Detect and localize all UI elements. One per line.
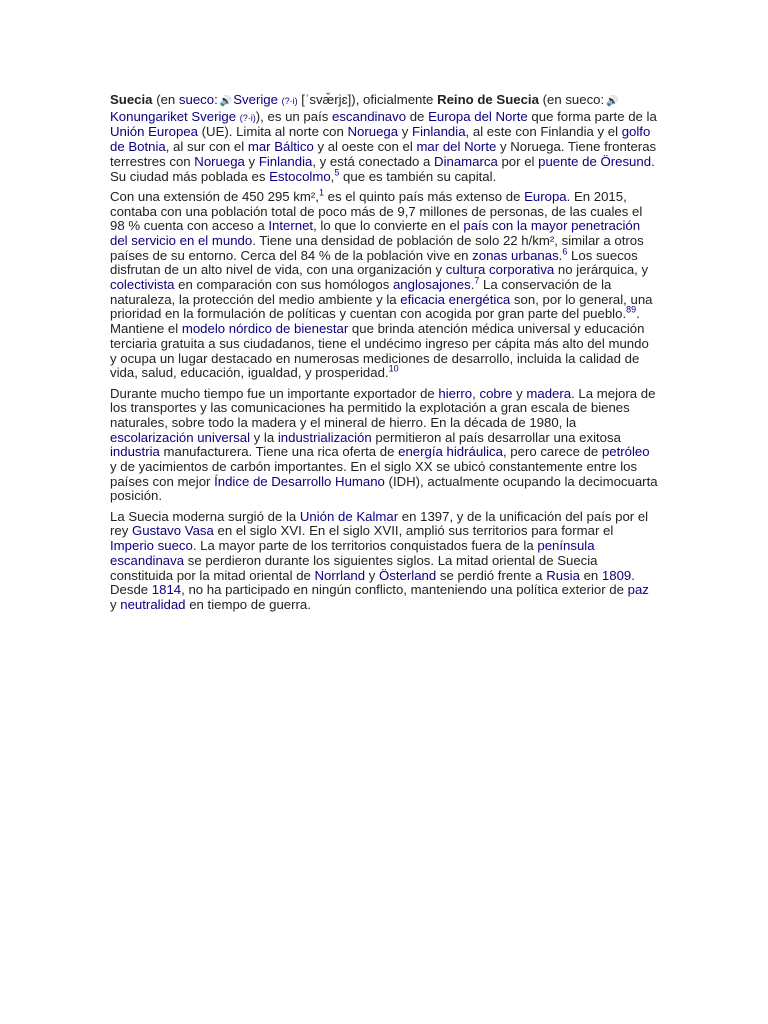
text-run: , lo que lo convierte en el <box>313 218 464 234</box>
text-run: . Su ciudad más poblada es <box>110 153 655 184</box>
text-run: (IDH), actualmente ocupando la decimocuarta posición. <box>110 473 658 504</box>
text-run: La conservación de la naturaleza, la protección del medio ambiente y la <box>110 277 612 307</box>
text-run: , al este con Finlandia y el <box>465 124 622 140</box>
wiki-link[interactable]: Rusia <box>546 567 580 583</box>
text-run: , <box>330 168 335 184</box>
text-run: que forma parte de la <box>527 108 657 124</box>
text-run: : <box>214 92 218 107</box>
wiki-link[interactable]: Internet <box>268 218 314 234</box>
text-run: , no ha participado en ningún conflicto, manteniendo una política exterior de <box>181 582 628 598</box>
wiki-link[interactable]: paz <box>627 582 649 598</box>
text-run: es el quinto país más extenso de <box>323 188 525 204</box>
wiki-link[interactable]: escolarización universal <box>110 429 251 445</box>
text-run: y de yacimientos de carbón importantes. En el siglo XX se ubicó constantemente entre los países con mejor <box>110 459 638 489</box>
text-run: y <box>398 124 413 140</box>
text-run: y <box>110 596 121 612</box>
wiki-link[interactable]: Dinamarca <box>434 153 498 169</box>
text-run: . Tiene una densidad de población de solo 22 h/km², similar a otros países de su entorno. Cerca del 84 % de la población vive en <box>110 232 644 263</box>
wiki-link[interactable]: Sverige <box>233 92 278 107</box>
text-run: se perdieron durante los siguientes siglos. La mitad oriental de Suecia constituida por la mitad oriental de <box>110 552 598 583</box>
wiki-link[interactable]: industrialización <box>277 429 372 445</box>
speaker-icon[interactable]: 🔊 <box>606 96 619 107</box>
text-run: . En 2015, contaba con una población total de poco más de 9,7 millones de personas, de las cuales el 98 % cuenta con acceso a <box>110 188 643 234</box>
wiki-link[interactable]: Konungariket Sverige <box>110 108 237 124</box>
paragraph-intro <box>110 93 658 184</box>
wiki-link[interactable]: anglosajones <box>392 277 471 293</box>
speaker-icon[interactable]: 🔊 <box>219 96 233 107</box>
text-run: en tiempo de guerra. <box>185 596 311 612</box>
text-run: y Noruega. Tiene fronteras terrestres con <box>110 139 657 169</box>
text-run: en comparación con sus homólogos <box>174 277 393 293</box>
text-run: que es también su capital. <box>339 168 497 184</box>
text-run: (en <box>152 92 179 107</box>
text-run: Con una extensión de 450 295 km², <box>110 188 319 204</box>
wiki-link[interactable]: energía hidráulica <box>398 444 503 460</box>
wiki-link[interactable]: petróleo <box>601 444 650 460</box>
text-run: y <box>512 385 527 401</box>
text-run: La Suecia moderna surgió de la <box>110 508 300 524</box>
text-run: ), es un país <box>255 108 332 124</box>
text-run: . <box>470 277 475 293</box>
wiki-link[interactable]: cobre <box>479 385 513 401</box>
text-run: (en sueco: <box>538 92 605 107</box>
bold-term: Suecia <box>110 92 153 107</box>
text-run: en el siglo XVI. En el siglo XVII, amplió sus territorios para formar el <box>213 523 614 539</box>
wiki-link[interactable]: escandinavo <box>332 108 407 124</box>
wiki-link[interactable]: Unión Europea <box>110 124 198 140</box>
wiki-link[interactable]: colectivista <box>110 277 175 293</box>
text-run: . La mayor parte de los territorios conquistados fuera de la <box>192 538 538 554</box>
wiki-link[interactable]: país con la mayor penetración del servicio en el mundo <box>110 218 641 248</box>
paragraph-geography <box>110 187 658 381</box>
wiki-link[interactable]: 1809 <box>601 567 632 583</box>
footnote-ref[interactable]: 5 <box>334 167 340 178</box>
wiki-link[interactable]: madera <box>526 385 572 401</box>
footnote-ref[interactable]: 89 <box>626 305 637 316</box>
text-run: no jerárquica, y <box>554 262 649 278</box>
text-run: , y está conectado a <box>312 153 435 169</box>
wiki-link[interactable]: Österland <box>379 567 437 583</box>
paragraph-history <box>110 510 658 613</box>
text-run: y la <box>250 429 278 445</box>
wiki-link[interactable]: Noruega <box>194 153 245 169</box>
wiki-link[interactable]: Norrland <box>314 567 366 583</box>
text-run: en 1397, y de la unificación del país por el rey <box>110 508 649 539</box>
text-run: [ˈsvæ̌rjɛ]), oficialmente <box>297 92 438 107</box>
text-run: permitieron al país desarrollar una exitosa <box>371 429 621 445</box>
wiki-link[interactable]: modelo nórdico de bienestar <box>181 321 349 337</box>
text-run: y <box>244 153 259 169</box>
text-run: (UE). Limita al norte con <box>197 124 348 140</box>
text-run: y <box>365 567 380 583</box>
wiki-link[interactable]: Gustavo Vasa <box>131 523 214 539</box>
wiki-link[interactable]: mar del Norte <box>416 139 497 155</box>
wiki-link[interactable]: mar Báltico <box>247 139 314 155</box>
text-run: que brinda atención médica universal y educación terciaria gratuita a sus ciudadanos, tiene el undécimo ingreso per cápita más alto del mundo y ocupa un lugar destacado en numerosas mediciones de desarrollo, incluida la calidad de vida, salud, educación, igualdad, y prosperidad. <box>110 321 649 381</box>
text-run: . <box>558 247 563 263</box>
text-run: . Mantiene el <box>110 306 640 337</box>
text-run: por el <box>497 153 539 169</box>
pronunciation-help-link[interactable]: (?·i) <box>239 112 256 123</box>
text-run: Los suecos disfrutan de un alto nivel de vida, con una organización y <box>110 247 638 278</box>
text-run: manufacturera. Tiene una rica oferta de <box>159 444 399 460</box>
wiki-link[interactable]: Índice de Desarrollo Humano <box>214 473 385 489</box>
wiki-link[interactable]: Estocolmo <box>269 168 331 184</box>
footnote-ref[interactable]: 1 <box>318 187 324 198</box>
article-body <box>110 93 658 618</box>
footnote-ref[interactable]: 6 <box>562 246 568 257</box>
wiki-link[interactable]: zonas urbanas <box>472 247 559 263</box>
bold-term: Reino de Suecia <box>437 92 539 107</box>
wiki-link[interactable]: neutralidad <box>120 596 186 612</box>
text-run: en <box>579 567 602 583</box>
wiki-link[interactable]: Imperio sueco <box>110 538 193 554</box>
text-run: se perdió frente a <box>436 567 547 583</box>
footnote-ref[interactable]: 7 <box>474 275 480 286</box>
text-run: , <box>472 385 480 401</box>
wiki-link[interactable]: Europa <box>524 188 567 204</box>
text-run: y al oeste con el <box>313 139 417 155</box>
pronunciation-help-link[interactable]: (?·i) <box>281 96 298 106</box>
wiki-link[interactable]: Unión de Kalmar <box>299 508 399 524</box>
wiki-link[interactable]: 1814 <box>151 582 182 598</box>
wiki-link[interactable]: península escandinava <box>110 538 595 568</box>
wiki-link[interactable]: golfo de Botnia <box>110 124 651 155</box>
wiki-link[interactable]: Finlandia <box>412 124 466 140</box>
text-run: de <box>406 108 429 124</box>
text-run: Durante mucho tiempo fue un importante exportador de <box>110 385 439 401</box>
text-run: , pero carece de <box>502 444 602 460</box>
wiki-link[interactable]: cultura corporativa <box>445 262 555 278</box>
wiki-link[interactable]: puente de Öresund <box>538 153 652 169</box>
wiki-link[interactable]: eficacia energética <box>400 291 511 307</box>
text-run: . Desde <box>110 567 635 598</box>
text-run: son, por lo general, una prioridad en la formulación de políticas y cuentan con acogida por gran parte del pueblo. <box>110 291 653 322</box>
footnote-ref[interactable]: 10 <box>388 363 399 374</box>
text-run: , al sur con el <box>165 139 248 155</box>
wiki-link[interactable]: Europa del Norte <box>428 108 528 124</box>
paragraph-economy <box>110 387 658 505</box>
wiki-link[interactable]: Noruega <box>347 124 399 140</box>
wiki-link[interactable]: industria <box>110 444 160 460</box>
text-run: . La mejora de los transportes y las comunicaciones ha permitido la explotación a gran escala de bienes naturales, sobre todo la madera y el mineral de hierro. En la década de 1980, la <box>110 385 656 430</box>
wiki-link[interactable]: sueco <box>178 92 215 107</box>
wiki-link[interactable]: hierro <box>438 385 473 401</box>
wiki-link[interactable]: Finlandia <box>258 153 313 169</box>
